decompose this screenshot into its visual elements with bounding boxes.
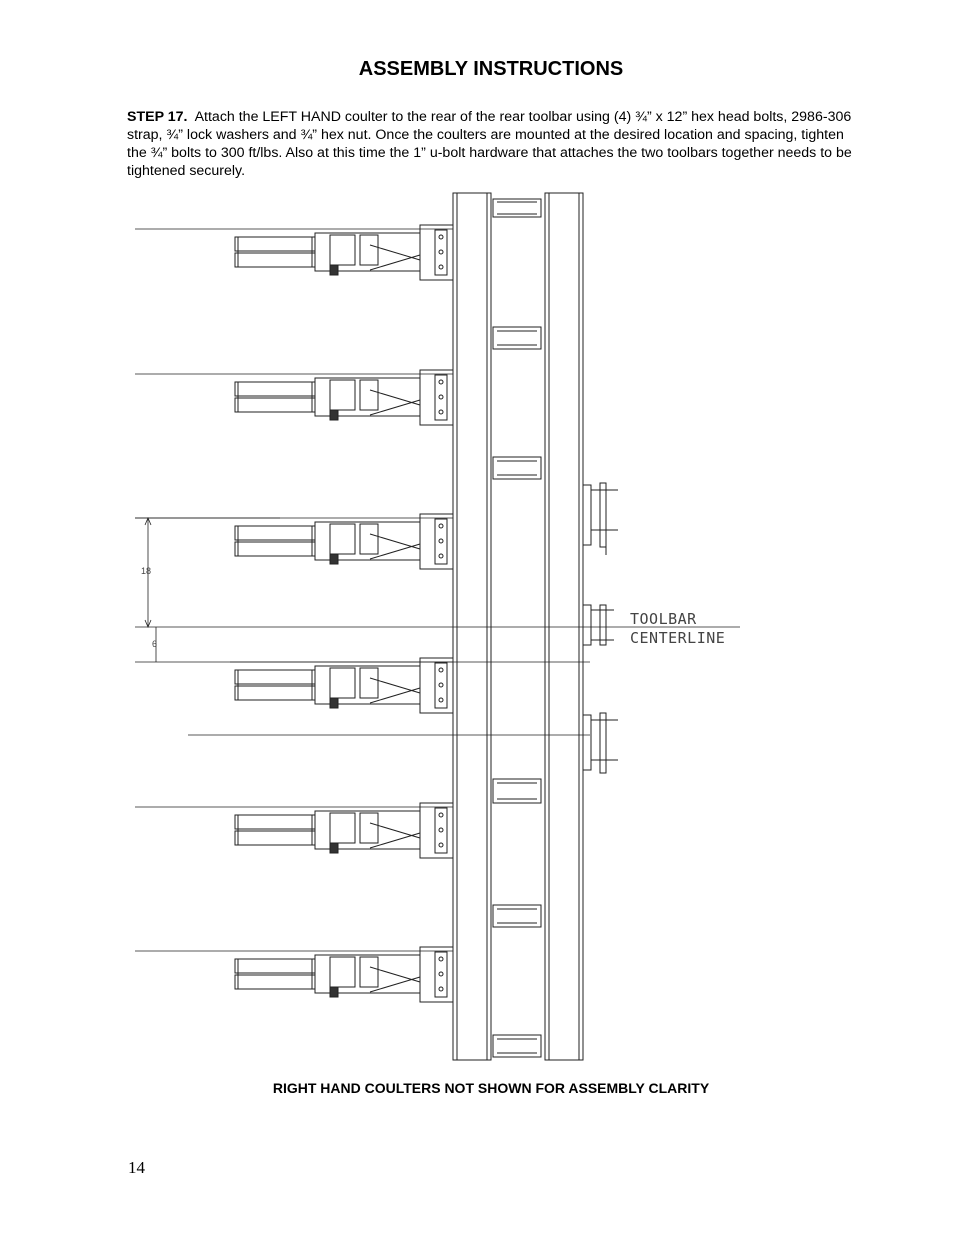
- step-label: STEP 17.: [127, 109, 188, 125]
- coulter-assembly: [135, 947, 453, 1002]
- coulter-assembly: [135, 803, 453, 858]
- coulter-assembly: [135, 370, 453, 425]
- page-title: ASSEMBLY INSTRUCTIONS: [358, 58, 624, 80]
- rear-toolbar: [545, 193, 583, 1060]
- toolbar-label-line2: CENTERLINE: [630, 629, 726, 647]
- coulter-assembly: [135, 225, 453, 280]
- step-paragraph: [127, 108, 867, 180]
- assembly-drawing: [120, 185, 760, 1070]
- u-bolt-bracket: [583, 605, 614, 645]
- u-bolt-bracket: [583, 713, 618, 773]
- front-toolbar: [453, 193, 491, 1060]
- coulter-assembly: [135, 514, 453, 569]
- step-text: Attach the LEFT HAND coulter to the rear of the rear toolbar using (4) ¾” x 12” hex head bolts, 2986-306 strap, ¾” lock washers and ¾” hex nut. Once the coulters are mounted at the desired location and spacing, tighten the ¾” bolts to 300 ft/lbs. Also at this time the 1” u-bolt hardware that attaches the two toolbars together needs to be tightened securely.: [127, 109, 852, 179]
- dimension-18-label: 18: [141, 566, 152, 576]
- toolbar-label-line1: TOOLBAR: [630, 610, 697, 628]
- figure-caption: RIGHT HAND COULTERS NOT SHOWN FOR ASSEMBLY CLARITY: [272, 1080, 710, 1096]
- coulter-assembly: [135, 658, 453, 713]
- u-bolt-bracket: [583, 483, 618, 555]
- dimension-6-label: 6: [152, 639, 158, 649]
- toolbar-tie: [493, 199, 541, 1057]
- page-number: 14: [128, 1158, 145, 1177]
